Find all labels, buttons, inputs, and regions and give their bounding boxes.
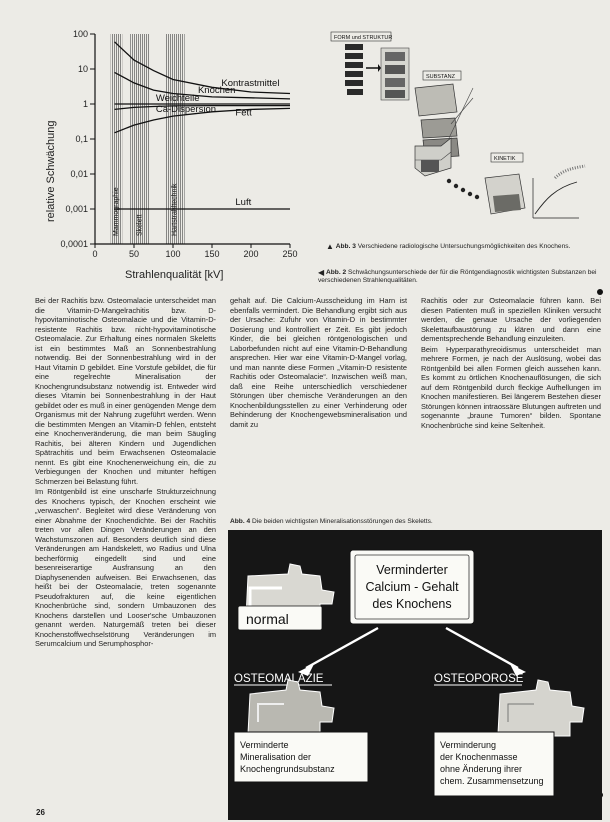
x-tick-label: 100: [165, 249, 181, 259]
fig2-caption: [318, 269, 600, 285]
spine-xray-icon: [381, 48, 409, 100]
center-line-3: des Knochens: [372, 597, 452, 611]
kinetik-label: KINETIK: [494, 156, 516, 162]
fig3-caption-text: Verschiedene radiologische Untersuchungsmöglichkeiten des Knochens.: [357, 243, 571, 250]
normal-label: normal: [246, 611, 289, 627]
y-ticks: [60, 29, 95, 249]
form-label: FORM und STRUKTUR: [334, 35, 393, 41]
band-label: Mammographie: [113, 187, 121, 236]
x-tick-label: 150: [204, 249, 220, 259]
x-axis-label: Strahlenqualität [kV]: [125, 269, 224, 281]
osteomalazie-desc-line-1: Verminderte: [240, 740, 289, 750]
osteomalazie-desc-line-3: Knochengrundsubstanz: [240, 764, 335, 774]
fig3-caption-number: Abb. 3: [335, 243, 356, 250]
osteomalazie-desc-line-2: Mineralisation der: [240, 752, 312, 762]
paragraph: Bei der Rachitis bzw. Osteomalacie unterscheidet man die Vitamin-D-Mangelrachitis bzw. D-hypovitaminotische Osteomalacie und die Vitamin-D-resistente Rachitis bzw. nicht-hypovitaminotische Osteomalacie. Zur Erhaltung eines normalen Skeletts ist ein bestimmtes Maß an Sonnenbestrahlung notwendig. Bei der Sonnenbestrahlung wird in der Haut Vitamin D gebildet. Eine Vorstufe gebildet, die für eine regelrechte Mineralisation der Knochengrundsubstanz notwendig ist. Entweder wird dieses Vitamin bei Sonnenbestrahlung in der Haut gebildet oder es muß in einer genügenden Menge dem Organismus mit der Nahrung zugeführt werden. Wenn die bestimmten Mengen an Vitamin-D fehlen, entsteht eine Knochenveränderung, die man beim Säugling Rachitis, bei älteren Kindern und Jugendlichen Spätrachitis und beim Erwachsenen Osteomalacie nennt. Es gibt eine Knochenerweichung ein, die zu Verbiegungen der Knochen und mitunter heftigen Schmerzen bei Belastung führt.: [35, 296, 216, 486]
page-marker-dot: [597, 289, 603, 295]
plot-frame: [95, 34, 290, 244]
fig3-caption: [326, 243, 600, 251]
x-ticks: [92, 244, 297, 259]
y-tick-label: 0,01: [70, 169, 88, 179]
band-label: Hartstrahltechnik: [171, 183, 179, 236]
substanz-label: SUBSTANZ: [426, 74, 455, 80]
fig2-caption-number: Abb. 2: [326, 269, 347, 276]
series-label: Fett: [235, 107, 252, 119]
x-tick-label: 200: [243, 249, 259, 259]
bone-exam-drawing: [323, 28, 599, 233]
y-axis-label: relative Schwächung: [45, 120, 57, 222]
fig4-caption: [230, 518, 602, 526]
center-line-2: Calcium - Gehalt: [365, 580, 459, 594]
osteoporose-heading: OSTEOPOROSE: [434, 673, 524, 685]
fig4-caption-text: Die beiden wichtigsten Mineralisationsstörungen des Skeletts.: [252, 518, 433, 525]
spine-icon: [345, 44, 363, 95]
y-tick-label: 100: [72, 29, 88, 39]
text-column-3: [421, 296, 601, 431]
paragraph: Rachitis oder zur Osteomalacie führen kann. Bei diesen Patienten muß in speziellen Kliniken versucht werden, die genaue Ursache der vorliegenden Skelettaufbaustörung zu klären und dann eine dementsprechende Behandlung einzuleiten.: [421, 296, 601, 343]
series-label: Weichteile: [155, 93, 200, 104]
page-number: 26: [36, 808, 45, 817]
series-label: Knochen: [197, 84, 236, 96]
fig2-caption-text: Schwächungsunterschiede der für die Röntgendiagnostik wichtigsten Substanzen bei verschiedenen Strahlenqualitäten.: [318, 269, 597, 284]
kinetics-box-icon: [485, 174, 525, 214]
text-column-1: [35, 296, 216, 650]
shaded-band: [130, 34, 150, 244]
x-tick-label: 250: [282, 249, 298, 259]
bone-exam-figure: [323, 28, 599, 233]
y-tick-label: 0,001: [65, 204, 88, 214]
series-label: Ca-Dispersion: [155, 104, 217, 116]
x-tick-label: 0: [92, 249, 98, 259]
kinetics-curve-icon: [533, 166, 585, 218]
text-column-2: [230, 296, 407, 430]
shaded-bands: [111, 34, 185, 244]
paragraph: gehalt auf. Die Calcium-Ausscheidung im Harn ist ebenfalls vermindert. Die Behandlung ergibt sich aus der Ursache: Zufuhr von Vitamin-D in bestimmter Dosierung und kontrolliert er Zeit. Es gibt jedoch Kinder, die bei gleichen röntgenologischen und Laborbefunden nicht auf eine Vitamin-D-Behandlung ansprechen. Hier war eine Vitamin-D-Mangel vorlag, und man nannte diese Formen „Vitamin-D resistente Rachitis oder Osteomalacie“. Inzwischen weiß man, daß eine Reihe unterschiedlich verschiedener Störungen über chemische Veränderungen an den Knochenbildungsstellen zu einer Verhinderung oder Behinderung der Knochengewebsmineralisation und damit zu: [230, 296, 407, 429]
paragraph: Beim Hyperparathyreoidismus unterscheidet man mehrere Formen, je nach der Auslösung, wobei das Röntgenbild bei allen Formen gleich aussehen kann. Es kommt zu örtlichen Knochenauflösungen, die sich auf dem Röntgenbild durch fleckige Aufhellungen im Knochen manifestieren. Bei längerem Bestehen dieser Störungen können intraossäre Blutungen auftreten und sogenannte „braune Tumoren“ bilden. Spontane Knochenbrüche sind keine Seltenheit.: [421, 344, 601, 430]
attenuation-chart: [40, 22, 305, 284]
tracer-dots-icon: [447, 179, 479, 199]
paragraph: Im Röntgenbild ist eine unscharfe Strukturzeichnung des Knochens typisch, der Knochen erscheint wie „verwaschen“. Begleitet wird diese Veränderung von einer Abnahme der Knochendichte. Bei der Rachitis treten vor allen Dingen Veränderungen an den Wachstumszonen auf. Besonders deutlich sind diese Veränderungen am Handskelett, wo Radius und Ulna becherförmig eingedellt sind und eine besenreiserartige Ausfransung an den Diaphysenenden aufweisen. Bei Erwachsenen, das heißt bei der Osteomalacie, treten sogenannte Pseudofrakturen auf, die keine eigentlichen Knochenbrüche sind, sondern Umbauzonen des Knochens darstellen und Looser'sche Umbauzonen genannt werden. Naturgemäß treten bei dieser Knochenstoffwechselstörung Veränderungen im Serumcalcium und Serumphosphor-: [35, 487, 216, 648]
triangle-left-icon: ◀: [318, 268, 325, 277]
y-tick-label: 0,0001: [60, 239, 88, 249]
osteoporose-desc-line-2: der Knochenmasse: [440, 752, 518, 762]
center-line-1: Verminderter: [376, 563, 448, 577]
fig4-caption-number: Abb. 4: [230, 518, 251, 525]
series-label: Luft: [235, 197, 252, 208]
x-tick-label: 50: [128, 249, 140, 259]
series-label: Kontrastmittel: [221, 78, 280, 90]
mineralisation-diagram: [228, 530, 602, 820]
osteoporose-desc-line-1: Verminderung: [440, 740, 497, 750]
osteoporose-desc-line-4: chem. Zusammensetzung: [440, 776, 544, 786]
band-label: Skelett: [136, 214, 144, 236]
osteomalazie-heading: OSTEOMALAZIE: [234, 673, 324, 685]
y-tick-label: 1: [82, 99, 88, 109]
y-tick-label: 0,1: [75, 134, 88, 144]
triangle-up-icon: ▲: [326, 242, 334, 251]
osteoporose-desc-line-3: ohne Änderung ihrer: [440, 764, 523, 774]
y-tick-label: 10: [77, 64, 88, 74]
